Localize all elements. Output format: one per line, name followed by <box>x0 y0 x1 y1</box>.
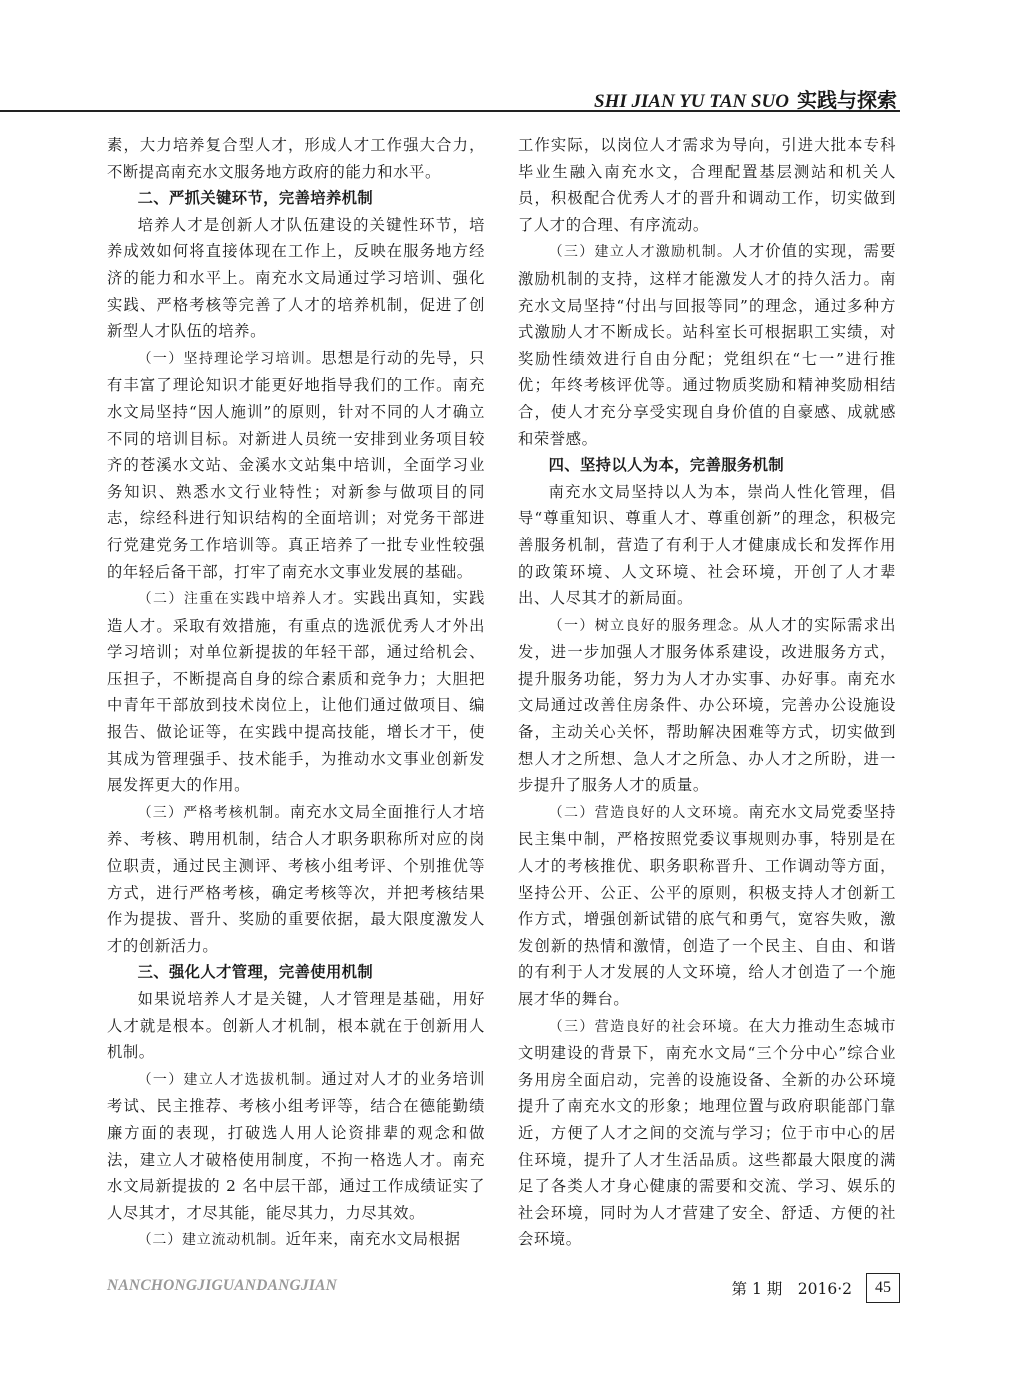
section-title-cn: 实践与探索 <box>797 88 897 112</box>
journal-name: NANCHONGJIGUANDANGJIAN <box>107 1277 338 1294</box>
left-column <box>107 132 485 1254</box>
paragraph <box>107 585 485 799</box>
subsection-lead: （二）建立流动机制。 <box>137 1232 286 1249</box>
section-heading: 二、严抓关键环节，完善培养机制 <box>137 189 374 208</box>
paragraph <box>518 238 896 452</box>
paragraph-text: 通过对人才的业务培训考试、民主推荐、考核小组考评等，结合在德能勤绩廉方面的表现，打破选人用人论资排辈的观念和做法，建立人才破格使用制度，不拘一格选人才。南充水文局新提拔的 2 名中层干部，通过工作成绩证实了人尽其才，才尽其能，能尽其力，力尽其效。 <box>107 1069 485 1222</box>
paragraph <box>107 1226 485 1254</box>
subsection-lead: （三）严格考核机制。 <box>137 804 290 821</box>
subsection-lead: （一）建立人才选拔机制。 <box>137 1071 322 1088</box>
paragraph: 素，大力培养复合型人才，形成人才工作强大合力，不断提高南充水文服务地方政府的能力和水平。 <box>107 136 485 181</box>
paragraph-text: 实践出真知，实践造人才。采取有效措施，有重点的选派优秀人才外出学习培训；对单位新提拔的年轻干部，通过给机会、压担子，不断提高自身的综合素质和竞争力；大胆把中青年干部放到技术岗位上，让他们通过做项目、编报告、做论证等，在实践中提高技能，增长才干，使其成为管理强手、技术能手，为推动水文事业创新发展发挥更大的作用。 <box>107 589 485 795</box>
paragraph <box>107 345 485 585</box>
running-header <box>0 80 1015 110</box>
section-title-en: SHI JIAN YU TAN SUO <box>594 91 789 112</box>
page-number: 45 <box>866 1273 900 1303</box>
subsection-lead: （二）营造良好的人文环境。 <box>548 804 749 821</box>
paragraph <box>518 612 896 799</box>
issue-info: 第 1 期 2016·2 <box>731 1280 852 1298</box>
paragraph-text: 南充水文局全面推行人才培养、考核、聘用机制，结合人才职务职称所对应的岗位职责，通过民主测评、考核小组考评、个别推优等方式，进行严格考核，确定考核等次，并把考核结果作为提拔、晋升、奖励的重要依据，最大限度激发人才的创新活力。 <box>107 802 486 955</box>
paragraph: 培养人才是创新人才队伍建设的关键性环节，培养成效如何将直接体现在工作上，反映在服务地方经济的能力和水平上。南充水文局通过学习培训、强化实践、严格考核等完善了人才的培养机制，促进了创新型人才队伍的培养。 <box>107 215 485 341</box>
subsection-lead: （一）树立良好的服务理念。 <box>548 617 749 634</box>
paragraph-text: 近年来，南充水文局根据 <box>285 1230 461 1249</box>
section-heading: 三、强化人才管理，完善使用机制 <box>137 963 374 982</box>
subsection-lead: （一）坚持理论学习培训。 <box>137 350 322 367</box>
paragraph-text: 思想是行动的先导，只有丰富了理论知识才能更好地指导我们的工作。南充水文局坚持“因人施训”的原则，针对不同的人才确立不同的培训目标。对新进人员统一安排到业务项目较齐的苍溪水文站、金溪水文站集中培训，全面学习业务知识、熟悉水文行业特性；对新参与做项目的同志，综经科进行知识结构的全面培训；对党务干部进行党建党务工作培训等。真正培养了一批专业性较强的年轻后备干部，打牢了南充水文事业发展的基础。 <box>107 348 485 581</box>
paragraph <box>107 799 485 960</box>
section-heading: 四、坚持以人为本，完善服务机制 <box>548 456 785 475</box>
subsection-lead: （三）营造良好的社会环境。 <box>548 1018 749 1035</box>
subsection-lead: （三）建立人才激励机制。 <box>548 244 733 261</box>
paragraph-text: 从人才的实际需求出发，进一步加强人才服务体系建设，改进服务方式，提升服务功能，努力为人才办实事、办好事。南充水文局通过改善住房条件、办公环境，完善办公设施设备，主动关心关怀，帮助解决困难等方式，切实做到想人才之所想、急人才之所急、办人才之所盼，进一步提升了服务人才的质量。 <box>518 615 896 795</box>
running-footer <box>107 1273 900 1303</box>
subsection-lead: （二）注重在实践中培养人才。 <box>137 591 354 608</box>
paragraph <box>518 799 896 1013</box>
header-rule <box>0 110 900 112</box>
paragraph: 工作实际，以岗位人才需求为导向，引进大批本专科毕业生融入南充水文，合理配置基层测站和机关人员，积极配合优秀人才的晋升和调动工作，切实做到了人才的合理、有序流动。 <box>518 136 896 234</box>
paragraph-text: 南充水文局党委坚持民主集中制，严格按照党委议事规则办事，特别是在人才的考核推优、职务职称晋升、工作调动等方面，坚持公开、公正、公平的原则，积极支持人才创新工作方式，增强创新试错的底气和勇气，宽容失败，激发创新的热情和激情，创造了一个民主、自由、和谐的有利于人才发展的人文环境，给人才创造了一个施展才华的舞台。 <box>518 802 896 1008</box>
right-column <box>518 132 896 1253</box>
paragraph-text: 人才价值的实现，需要激励机制的支持，这样才能激发人才的持久活力。南充水文局坚持“付出与回报等同”的理念，通过多种方式激励人才不断成长。站科室长可根据职工实绩，对奖励性绩效进行自由分配；党组织在“七一”进行推优；年终考核评优等。通过物质奖励和精神奖励相结合，使人才充分享受实现自身价值的自豪感、成就感和荣誉感。 <box>518 242 896 448</box>
paragraph <box>518 1013 896 1253</box>
paragraph-text: 在大力推动生态城市文明建设的背景下，南充水文局“三个分中心”综合业务用房全面启动，完善的设施设备、全新的办公环境提升了南充水文的形象；地理位置与政府职能部门靠近，方便了人才之间的交流与学习；位于市中心的居住环境，提升了人才生活品质。这些都最大限度的满足了各类人才身心健康的需要和交流、学习、娱乐的社会环境，同时为人才营建了安全、舒适、方便的社会环境。 <box>518 1016 896 1249</box>
section-title <box>594 84 897 113</box>
paragraph: 如果说培养人才是关键，人才管理是基础，用好人才就是根本。创新人才机制，根本就在于创新用人机制。 <box>107 990 485 1062</box>
paragraph: 南充水文局坚持以人为本，崇尚人性化管理，倡导“尊重知识、尊重人才、尊重创新”的理念，积极完善服务机制，营造了有利于人才健康成长和发挥作用的政策环境、人文环境、社会环境，开创了人才辈出、人尽其才的新局面。 <box>518 482 896 608</box>
paragraph <box>107 1066 485 1227</box>
